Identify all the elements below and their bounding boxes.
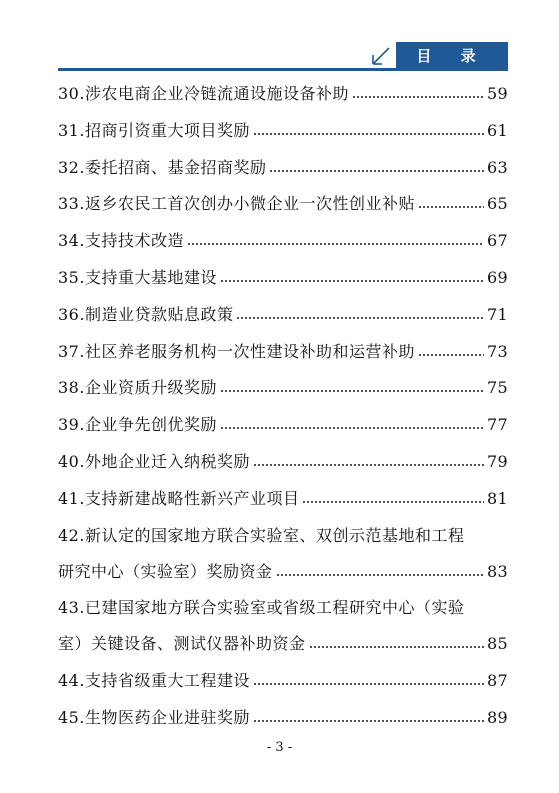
toc-entry[interactable] (58, 526, 508, 582)
toc-entry-line (58, 452, 508, 472)
toc-entry-line (58, 562, 508, 582)
dot-leader (220, 416, 484, 430)
toc-entry-line (58, 526, 508, 546)
toc-entry[interactable] (58, 231, 508, 251)
toc-entry-title: 30.涉农电商企业冷链流通设施设备补助 (58, 84, 349, 103)
toc-entry[interactable] (58, 305, 508, 325)
toc-entry-title: 41.支持新建战略性新兴产业项目 (58, 488, 300, 508)
toc-page-number: 79 (487, 451, 508, 471)
toc-entry[interactable] (58, 415, 508, 435)
toc-entry[interactable] (58, 489, 508, 509)
toc-page-number: 69 (487, 267, 508, 287)
toc-entry[interactable] (58, 671, 508, 691)
toc-entry-title: 35.支持重大基地建设 (58, 267, 217, 287)
toc-entry-line (58, 708, 508, 728)
dot-leader (253, 672, 484, 686)
toc-page-number: 83 (487, 561, 508, 581)
toc-entry[interactable] (58, 84, 508, 104)
toc-entry-line (58, 415, 508, 435)
toc-page-number: 77 (487, 415, 508, 435)
toc-entry[interactable] (58, 121, 508, 141)
toc-page-number: 71 (487, 304, 508, 324)
toc-entry-title: 32.委托招商、基金招商奖励 (58, 157, 267, 177)
toc-entry[interactable] (58, 378, 508, 398)
toc-entry[interactable] (58, 158, 508, 178)
dot-leader (418, 195, 484, 209)
toc-page-number: 61 (487, 120, 508, 140)
toc-title: 目 录 (396, 42, 508, 68)
toc-entry[interactable] (58, 598, 508, 654)
toc-entry-title: 34.支持技术改造 (58, 231, 184, 251)
toc-page-number: 65 (487, 194, 508, 214)
dot-leader (276, 563, 485, 577)
toc-entry-title: 研究中心（实验室）奖励资金 (58, 561, 273, 581)
toc-entry[interactable] (58, 342, 508, 362)
dot-leader (253, 122, 484, 136)
toc-page-number: 81 (487, 488, 508, 508)
dot-leader (187, 232, 484, 246)
toc-entry-line (58, 268, 508, 288)
toc-page-number: 67 (487, 231, 508, 251)
toc-entry[interactable] (58, 452, 508, 472)
toc-entry[interactable] (58, 708, 508, 728)
toc-entry[interactable] (58, 268, 508, 288)
dot-leader (253, 453, 484, 467)
toc-entry-line (58, 194, 508, 214)
toc-entry-line (58, 378, 508, 398)
toc-page-number: 89 (487, 707, 508, 727)
page-number: - 3 - (266, 740, 293, 755)
toc-entry-title: 43.已建国家地方联合实验室或省级工程研究中心（实验 (58, 598, 465, 618)
dot-leader (253, 709, 484, 723)
toc-entry-title: 室）关键设备、测试仪器补助资金 (58, 634, 306, 654)
toc-entry-line (58, 342, 508, 362)
toc-entry-title: 42.新认定的国家地方联合实验室、双创示范基地和工程 (58, 525, 465, 545)
diagonal-arrow-icon (370, 45, 392, 67)
toc-entry-line (58, 84, 508, 104)
toc-page-number: 87 (487, 671, 508, 691)
toc-entry-title: 44.支持省级重大工程建设 (58, 671, 250, 691)
header-divider (58, 68, 508, 71)
toc-entry[interactable] (58, 194, 508, 214)
toc-entry-line (58, 671, 508, 691)
toc-page-number: 63 (487, 157, 508, 177)
toc-entry-line (58, 305, 508, 325)
toc-entry-line (58, 489, 508, 509)
table-of-contents (58, 84, 508, 728)
toc-entry-title: 39.企业争先创优奖励 (58, 415, 217, 435)
toc-entry-line (58, 231, 508, 251)
toc-entry-line (58, 121, 508, 141)
toc-entry-title: 37.社区养老服务机构一次性建设补助和运营补助 (58, 341, 415, 361)
toc-entry-title: 38.企业资质升级奖励 (58, 378, 217, 398)
dot-leader (418, 343, 484, 357)
toc-entry-line (58, 158, 508, 178)
toc-entry-title: 40.外地企业迁入纳税奖励 (58, 451, 250, 471)
toc-page-number: 59 (487, 84, 508, 103)
toc-page-number: 73 (487, 341, 508, 361)
dot-leader (220, 269, 484, 283)
toc-entry-title: 31.招商引资重大项目奖励 (58, 120, 250, 140)
dot-leader (220, 379, 484, 393)
toc-page-number: 75 (487, 378, 508, 398)
toc-entry-title: 45.生物医药企业进驻奖励 (58, 707, 250, 727)
dot-leader (309, 635, 485, 649)
dot-leader (352, 85, 484, 99)
dot-leader (302, 490, 484, 504)
toc-entry-line (58, 634, 508, 654)
toc-header (58, 40, 508, 72)
dot-leader (269, 159, 484, 173)
toc-entry-line (58, 598, 508, 618)
dot-leader (236, 306, 484, 320)
toc-page-number: 85 (487, 634, 508, 654)
toc-entry-title: 33.返乡农民工首次创办小微企业一次性创业补贴 (58, 194, 415, 214)
toc-entry-title: 36.制造业贷款贴息政策 (58, 304, 234, 324)
